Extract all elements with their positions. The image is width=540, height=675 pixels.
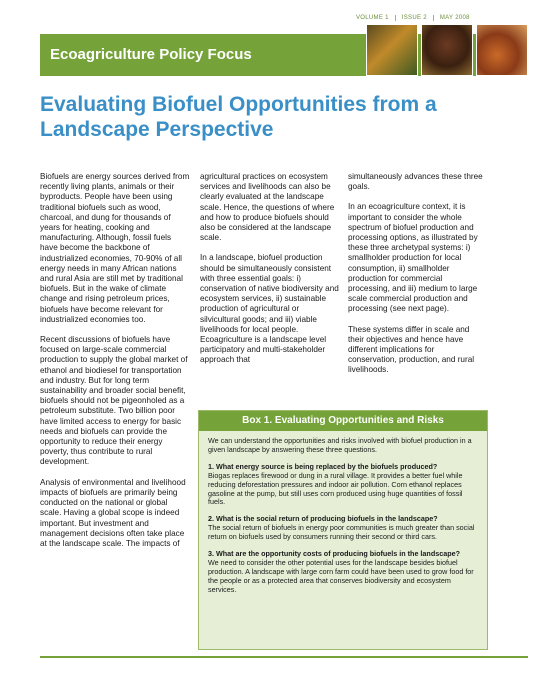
paragraph: In a landscape, biofuel production should be simultaneously consistent with three essential goals: i) conservation of native biodiversity and ecosystem services, ii) sustainable production of agricultural or silvicultural goods; and iii) viable livelihoods for local people. Ecoagriculture is a landscape level participatory and multi-stakeholder approach that xyxy=(200,253,339,365)
box-question xyxy=(208,463,478,508)
box-title: Box 1. Evaluating Opportunities and Risks xyxy=(199,411,487,431)
question-title: 1. What energy source is being replaced by the biofuels produced? xyxy=(208,461,438,471)
paragraph: agricultural practices on ecosystem services and livelihoods can also be clearly evaluated at the landscape scale. Hence, the questions of where and how to produce biofuels should also be considered at the landscape scale. xyxy=(200,172,335,243)
issue-meta xyxy=(350,15,530,21)
butterfly-photo xyxy=(366,24,418,76)
box-question xyxy=(208,550,478,595)
date-label: MAY 2008 xyxy=(439,15,470,21)
paragraph: Recent discussions of biofuels have focused on large-scale commercial production to supply the global market of ethanol and biodiesel for transportation and industry. But for long term sustainability and broader social benefit, biofuels should not be pigeonholed as a petroleum substitute. Two billion poor have limited access to energy for basic needs and biofuels can provide the opportunity to reduce their energy poverty, thus contribute to rural development. xyxy=(40,335,188,467)
sidebar-box xyxy=(198,410,488,650)
footer-rule xyxy=(40,656,528,658)
text-column-3 xyxy=(348,172,483,386)
question-text: Biogas replaces firewood or dung in a rural village. It provides a better fuel while reducing deforestation pressures and indoor air pollution. Corn ethanol replaces gasoline at the pump, but still uses corn produced using huge quantities of fossil fuels. xyxy=(208,470,463,507)
volume-label: VOLUME 1 xyxy=(350,15,396,21)
issue-label: ISSUE 2 xyxy=(396,15,434,21)
text-column-1 xyxy=(40,172,190,559)
box-intro: We can understand the opportunities and risks involved with biofuel production in a given landscape by answering these three questions. xyxy=(208,436,472,454)
text-column-2 xyxy=(200,172,340,376)
banner-title: Ecoagriculture Policy Focus xyxy=(50,46,252,63)
question-text: The social return of biofuels in energy poor communities is much greater than social return on biofuels used by consumers running their second or third cars. xyxy=(208,523,475,542)
box-body xyxy=(199,431,487,609)
paragraph: These systems differ in scale and their objectives and hence have different implications for conservation, production, and rural livelihoods. xyxy=(348,324,475,375)
paragraph: Biofuels are energy sources derived from recently living plants, animals or their byproducts. People have been using traditional biofuels such as wood, charcoal, and dung for thousands of years for heating, cooking and manufacturing. Although, fossil fuels have become the backbone of industrialized economies, 70-90% of all energy needs in many African nations and rural Asia are still met by traditional biofuels. But in the wake of climate change and rising petroleum prices, biofuels have become relevant for industrialized economies too. xyxy=(40,172,190,324)
paragraph: Analysis of environmental and livelihood impacts of biofuels are primarily being conducted on the national or global scale. Having a global scope is indeed important. But investment and management decisions often take place at the landscape scale. The impacts of xyxy=(40,477,186,548)
question-title: 3. What are the opportunity costs of producing biofuels in the landscape? xyxy=(208,549,460,559)
paragraph: simultaneously advances these three goals. xyxy=(348,172,483,192)
question-text: We need to consider the other potential uses for the landscape besides biofuel production. A landscape with large corn farm could have been used to grow food for the people or as a protected area that conserves biodiversity and ecosystem services. xyxy=(208,557,474,594)
person-photo xyxy=(421,24,473,76)
paragraph: In an ecoagriculture context, it is important to consider the whole spectrum of biofuel production and processing options, as illustrated by these three archetypal systems: i) smallholder production for local consumption, ii) smallholder production for commercial processing, and iii) medium to large scale commercial production and processing (see next page). xyxy=(348,202,478,314)
box-question xyxy=(208,515,478,542)
grain-photo xyxy=(476,24,528,76)
header-photos xyxy=(366,24,528,76)
article-title: Evaluating Biofuel Opportunities from a Landscape Perspective xyxy=(40,93,437,141)
question-title: 2. What is the social return of producing biofuels in the landscape? xyxy=(208,514,438,524)
